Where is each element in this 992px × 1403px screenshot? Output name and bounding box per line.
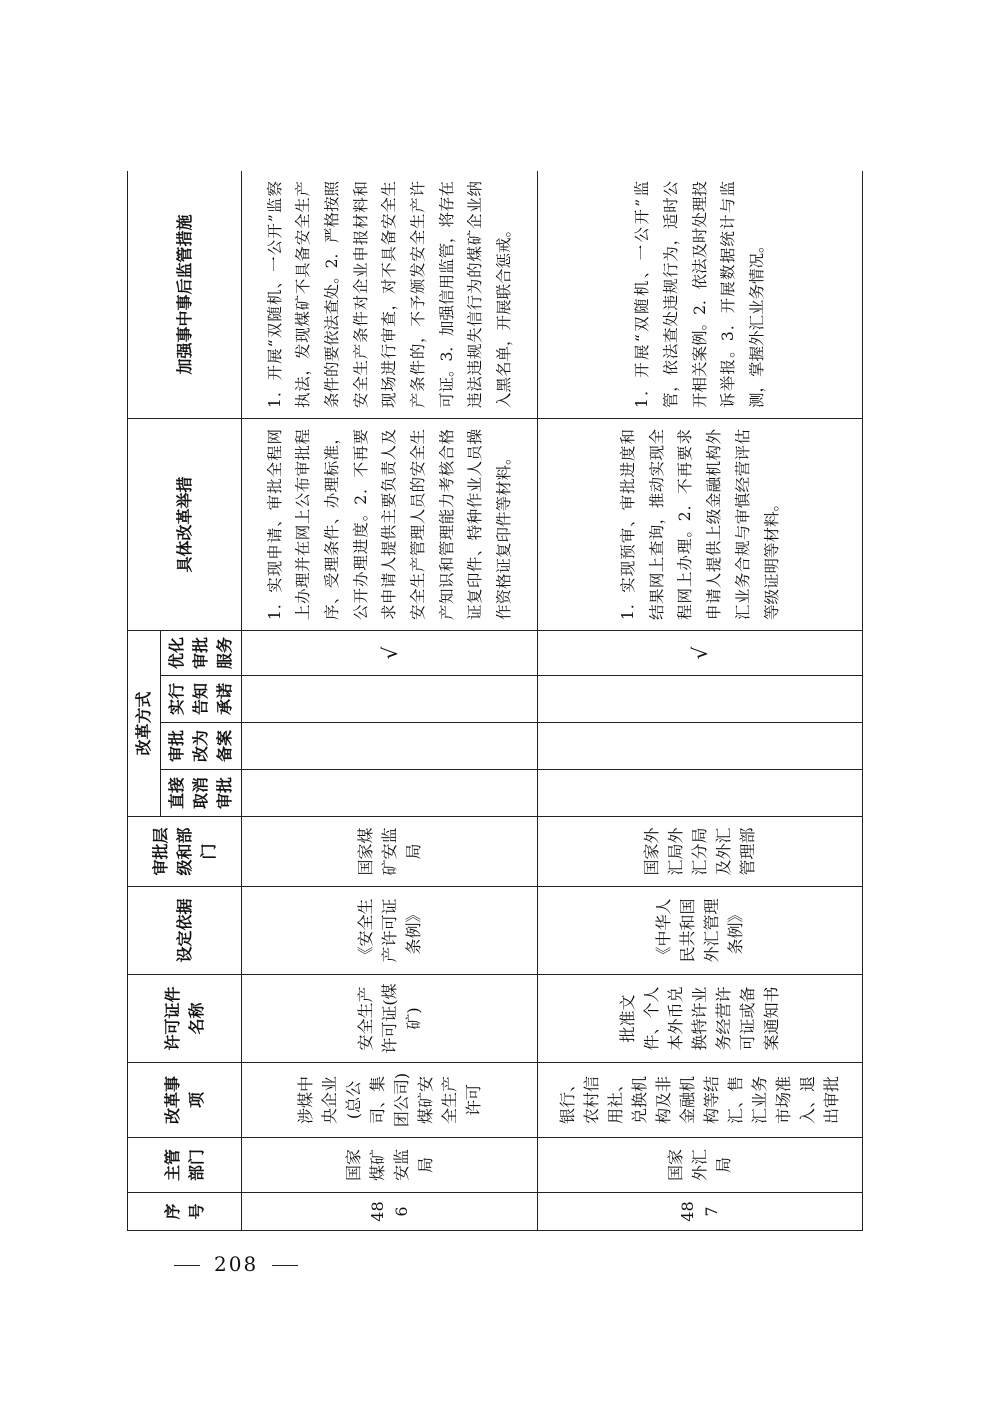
row-dept: 国家外汇局 [538,1138,863,1193]
row-level: 国家外汇局外汇分局及外汇管理部 [538,817,863,887]
table-row [538,171,863,1231]
row-supervision: 1．开展“双随机、一公开”监察执法，发现煤矿不具备安全生产条件的要依法查处。2．严格按照安全生产条件对企业申报材料和现场进行审查，对不具备安全生产条件的，不予颁发安全生产许可证。3．加强信用监管，将存在违法违规失信行为的煤矿企业纳入黑名单，开展联合惩戒。 [242,171,538,418]
header-license: 许可证件名称 [128,975,242,1063]
footer-dash-left [174,1265,200,1266]
row-mode-record [242,723,538,770]
row-level: 国家煤矿安监局 [242,817,538,887]
header-measures: 具体改革举措 [128,418,242,630]
row-seq: 487 [538,1193,863,1231]
header-supervision: 加强事中事后监管措施 [128,171,242,418]
header-seq: 序号 [128,1193,242,1231]
row-item: 银行、农村信用社、兑换机构及非金融机构等结汇、售汇业务市场准入、退出审批 [538,1063,863,1138]
row-license: 批准文件、个人本外币兑换特许业务经营许可证或备案通知书 [538,975,863,1063]
rotated-page-table-area [127,171,863,1231]
table-row [242,171,538,1231]
row-mode-promise [538,676,863,723]
header-level: 审批层级和部门 [128,817,242,887]
header-basis: 设定依据 [128,887,242,975]
row-dept: 国家煤矿安监局 [242,1138,538,1193]
row-mode-cancel [242,770,538,817]
row-item: 涉煤中央企业(总公司、集团公司)煤矿安全生产许可 [242,1063,538,1138]
row-seq: 486 [242,1193,538,1231]
check-mark-icon: √ [242,630,538,675]
row-basis: 《安全生产许可证条例》 [242,887,538,975]
header-mode-optimize: 优化审批服务 [161,630,242,675]
footer-dash-right [272,1265,298,1266]
row-mode-cancel [538,770,863,817]
row-license: 安全生产许可证(煤矿) [242,975,538,1063]
rotated-table-wrapper [127,171,863,1231]
page-footer [160,1252,312,1276]
row-measures: 1．实现申请、审批全程网上办理并在网上公布审批程序、受理条件、办理标准，公开办理进度。2．不再要求申请人提供主要负责人及安全生产管理人员的安全生产知识和管理能力考核合格证复印件、特种作业人员操作资格证复印件等材料。 [242,418,538,630]
header-dept: 主管部门 [128,1138,242,1193]
header-mode-record: 审批改为备案 [161,723,242,770]
header-mode-group: 改革方式 [128,630,161,816]
check-mark-icon: √ [538,630,863,675]
header-mode-cancel: 直接取消审批 [161,770,242,817]
row-mode-promise [242,676,538,723]
page-number: 208 [214,1252,259,1276]
row-supervision: 1．开展“双随机、一公开”监管，依法查处违规行为，适时公开相关案例。2．依法及时处理投诉举报。3．开展数据统计与监测，掌握外汇业务情况。 [538,171,863,418]
header-mode-promise: 实行告知承诺 [161,676,242,723]
reform-table [127,171,863,1231]
row-measures: 1．实现预审、审批进度和结果网上查询，推动实现全程网上办理。2．不再要求申请人提供上级金融机构外汇业务合规与审慎经营评估等级证明等材料。 [538,418,863,630]
header-item: 改革事项 [128,1063,242,1138]
row-basis: 《中华人民共和国外汇管理条例》 [538,887,863,975]
header-row-1 [128,171,161,1231]
row-mode-record [538,723,863,770]
